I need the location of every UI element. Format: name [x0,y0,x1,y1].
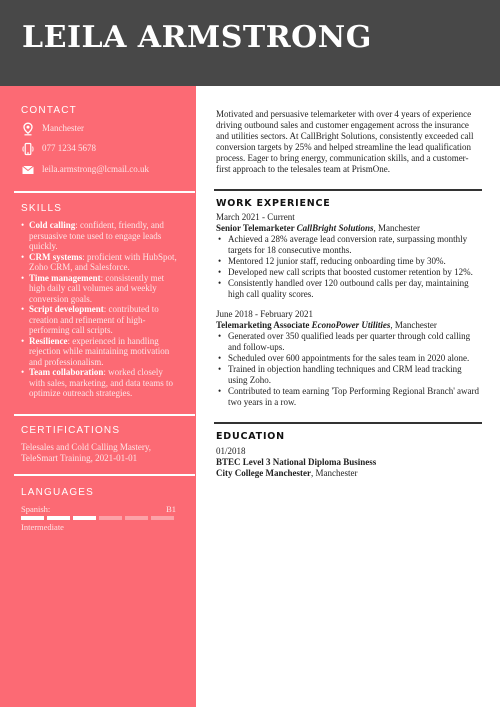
job-bullet: • Contributed to team earning 'Top Performing Regional Branch' award two years in a row. [216,386,482,408]
job-bullet: • Developed new call scripts that boosted customer retention by 12%. [216,267,482,278]
education-degree: BTEC Level 3 National Diploma Business [216,457,377,467]
work-experience-title: WORK EXPERIENCE [216,198,331,209]
professional-summary: Motivated and persuasive telemarketer with over 4 years of experience driving outbound sales and customer engagement across the insurance and utilities sectors. At CallBright Solutions, consistently exceeded call conversion targets by 25% and helped streamline the lead qualification process. Eager to bring energy, communication skills, and a customer-first approach to the telesales team at PrismOne. [216,109,474,174]
job-bullet: • Mentored 12 junior staff, reducing onboarding time by 30%. [216,256,482,267]
job-entry [216,309,482,408]
proficiency-segment-filled [73,516,96,520]
job-location: , Manchester [390,320,437,330]
education-title: EDUCATION [216,431,285,442]
sidebar-divider [14,191,195,193]
skills-list [21,220,179,399]
skill-name: Script development [29,304,104,314]
certifications-title: CERTIFICATIONS [21,425,121,436]
envelope-icon [21,163,35,177]
sidebar-divider [14,414,195,416]
education-date: 01/2018 [216,446,246,456]
job-entry [216,212,482,300]
skill-name: Cold calling [29,220,76,230]
skill-name: Resilience [29,335,68,346]
resume-header [0,0,500,86]
education-school-line [216,468,482,479]
skill-name: Time management [29,272,101,283]
phone-icon [21,142,35,156]
job-company: CallBright Solutions [296,223,374,233]
education-location: , Manchester [310,468,358,478]
skill-item [21,273,179,305]
job-role-line [216,320,482,331]
languages-title: LANGUAGES [21,487,95,498]
section-divider [214,422,482,424]
job-role-line [216,223,482,234]
skill-item [21,304,179,336]
job-role: Telemarketing Associate [216,320,310,330]
skill-description: : consistently met high daily call volumes and weekly conversion goals. [29,272,165,304]
proficiency-segment-filled [47,516,70,520]
skill-item [21,220,179,252]
map-pin-icon [21,122,35,136]
phone-text[interactable]: 077 1234 5678 [42,143,96,153]
location-text: Manchester [42,123,84,133]
sidebar-divider [14,474,195,476]
language-name: Spanish: [21,504,51,514]
skill-item [21,336,179,368]
education-school: City College Manchester [216,468,311,478]
skill-item [21,252,179,273]
skill-description: : experienced in handling rejection while maintaining motivation and professionalism. [29,335,170,367]
proficiency-segment-empty [151,516,174,520]
contact-section [21,105,179,174]
job-bullets [216,234,482,300]
section-divider [214,189,482,191]
skill-description: : contributed to creation and refinement of high-performing call scripts. [29,304,159,335]
skill-name: CRM systems [29,251,83,262]
job-dates: March 2021 - Current [216,212,295,222]
sidebar [0,86,196,707]
job-bullet: • Trained in objection handling techniques and CRM lead tracking using Zoho. [216,364,482,386]
skills-section [21,203,179,398]
candidate-name: LEILA ARMSTRONG [22,20,372,55]
languages-section [21,487,179,532]
certifications-section [21,425,179,463]
proficiency-segment-filled [21,516,44,520]
language-level: B1 [166,504,176,514]
skill-item [21,367,179,399]
job-bullet: • Scheduled over 600 appointments for the sales team in 2020 alone. [216,353,482,364]
skill-description: : confident, friendly, and persuasive tone used to engage leads quickly. [29,220,164,251]
skill-name: Team collaboration [29,367,104,377]
email-text[interactable]: leila.armstrong@lcmail.co.uk [42,164,150,174]
skill-description: : worked closely with sales, marketing, and data teams to optimize outreach strategies. [29,367,173,398]
language-proficiency-bar [21,516,179,520]
skills-title: SKILLS [21,203,63,214]
job-location: , Manchester [373,223,420,233]
job-dates: June 2018 - February 2021 [216,309,313,319]
job-bullet: • Achieved a 28% average lead conversion rate, surpassing monthly targets for 18 consecutive months. [216,234,482,256]
job-company: EconoPower Utilities [311,320,391,330]
proficiency-segment-empty [99,516,122,520]
certification-text: Telesales and Cold Calling Mastery, TeleSmart Training, 2021-01-01 [21,442,152,463]
language-level-label: Intermediate [21,522,64,532]
language-row [21,504,176,514]
job-bullet: • Generated over 350 qualified leads per quarter through cold calling and follow-ups. [216,331,482,353]
contact-title: CONTACT [21,105,77,116]
proficiency-segment-empty [125,516,148,520]
job-bullets [216,331,482,408]
job-bullet: • Consistently handled over 120 outbound calls per day, maintaining high call quality scores. [216,278,482,300]
job-role: Senior Telemarketer [216,223,295,233]
education-entry [216,446,482,479]
skill-description: : proficient with HubSpot, Zoho CRM, and Salesforce. [29,251,177,272]
